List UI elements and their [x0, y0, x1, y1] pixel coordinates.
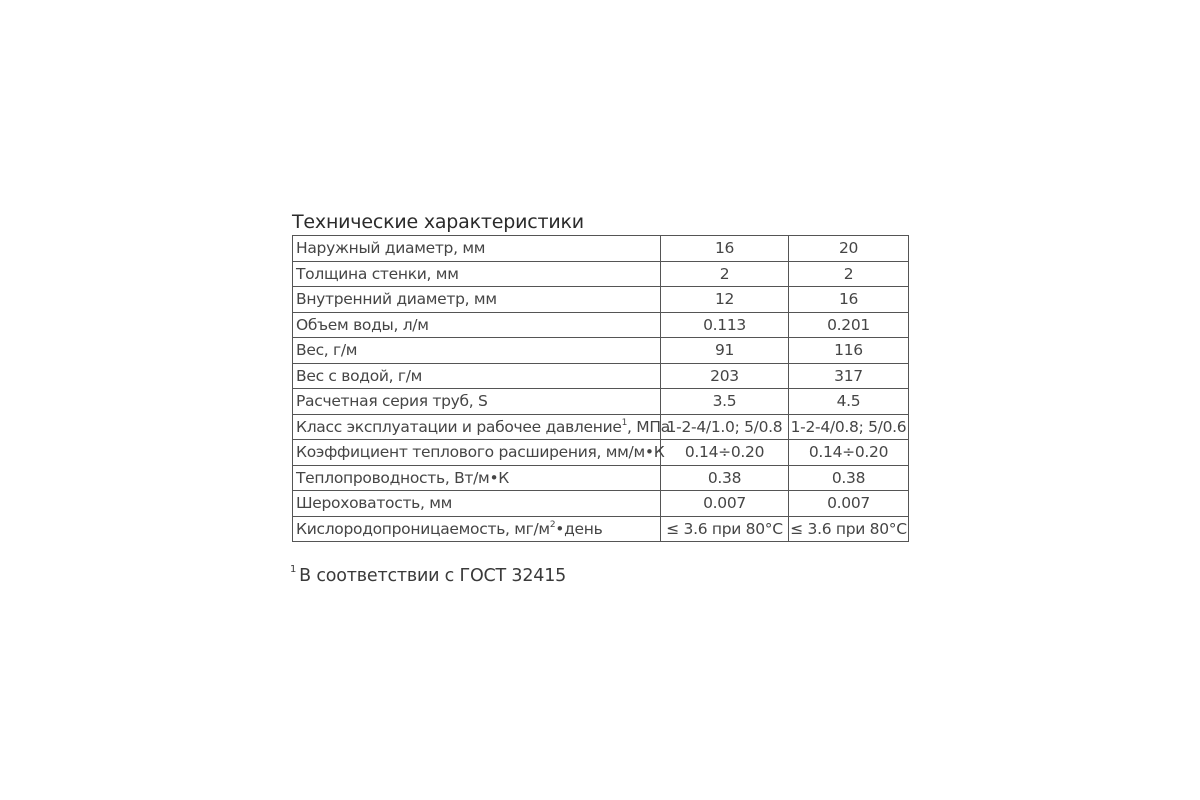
- value-cell-20: 20: [789, 236, 909, 262]
- value-cell-16: 16: [661, 236, 789, 262]
- value-cell-16: 0.14÷0.20: [661, 440, 789, 466]
- param-cell: [293, 338, 661, 364]
- param-label-suffix: , МПа: [627, 417, 670, 436]
- value-cell-16: 0.007: [661, 491, 789, 517]
- value-cell-20: 2: [789, 261, 909, 287]
- value-cell-16: 91: [661, 338, 789, 364]
- value-cell-16: 3.5: [661, 389, 789, 415]
- param-label: Расчетная серия труб, S: [296, 392, 488, 411]
- param-label: Теплопроводность, Вт/м•К: [296, 468, 510, 487]
- value-cell-16: 203: [661, 363, 789, 389]
- param-cell: [293, 261, 661, 287]
- value-cell-16: 12: [661, 287, 789, 313]
- param-label: Толщина стенки, мм: [296, 264, 459, 283]
- table-row: [293, 312, 909, 338]
- param-cell: [293, 287, 661, 313]
- table-row: [293, 389, 909, 415]
- value-cell-20: 16: [789, 287, 909, 313]
- table-row: [293, 261, 909, 287]
- value-cell-16: 0.113: [661, 312, 789, 338]
- footnote-text: В соответствии с ГОСТ 32415: [299, 566, 567, 586]
- param-label-suffix: •день: [555, 519, 603, 538]
- param-cell: [293, 389, 661, 415]
- param-label: Внутренний диаметр, мм: [296, 290, 497, 309]
- param-cell: [293, 312, 661, 338]
- table-row: [293, 414, 909, 440]
- param-label: Вес, г/м: [296, 341, 358, 360]
- param-cell: [293, 440, 665, 466]
- value-cell-20: 0.007: [789, 491, 909, 517]
- superscript-2: 2: [549, 519, 556, 530]
- table-row: [293, 287, 909, 313]
- param-cell: [293, 491, 661, 517]
- spec-table-body: [293, 236, 909, 542]
- value-cell-20: 0.38: [789, 465, 909, 491]
- value-cell-20: 116: [789, 338, 909, 364]
- value-cell-20: 1-2-4/0.8; 5/0.6: [789, 414, 909, 440]
- spec-table: [292, 235, 909, 542]
- param-cell: [293, 414, 670, 440]
- value-cell-16: 0.38: [661, 465, 789, 491]
- footnote: [290, 566, 566, 586]
- param-label: Коэффициент теплового расширения, мм/м•К: [296, 443, 665, 462]
- param-label: Класс эксплуатации и рабочее давление: [296, 417, 622, 436]
- footnote-marker: 1: [621, 417, 628, 428]
- param-label: Шероховатость, мм: [296, 494, 453, 513]
- param-cell: [293, 236, 661, 262]
- value-cell-16: 1-2-4/1.0; 5/0.8: [661, 414, 789, 440]
- value-cell-20: ≤ 3.6 при 80°C: [789, 516, 909, 542]
- value-cell-20: 0.14÷0.20: [789, 440, 909, 466]
- param-label: Вес с водой, г/м: [296, 366, 423, 385]
- param-cell: [293, 465, 661, 491]
- value-cell-16: 2: [661, 261, 789, 287]
- value-cell-16: ≤ 3.6 при 80°C: [661, 516, 789, 542]
- table-row: [293, 440, 909, 466]
- table-row: [293, 236, 909, 262]
- param-label: Наружный диаметр, мм: [296, 239, 486, 258]
- table-row: [293, 491, 909, 517]
- table-row: [293, 363, 909, 389]
- footnote-mark: 1: [290, 564, 297, 576]
- param-cell: [293, 363, 661, 389]
- param-label: Кислородопроницаемость, мг/м: [296, 519, 550, 538]
- spec-title: Технические характеристики: [292, 211, 584, 233]
- value-cell-20: 317: [789, 363, 909, 389]
- table-row: [293, 465, 909, 491]
- table-row: [293, 338, 909, 364]
- param-cell: [293, 516, 661, 542]
- table-row: [293, 516, 909, 542]
- param-label: Объем воды, л/м: [296, 315, 429, 334]
- value-cell-20: 4.5: [789, 389, 909, 415]
- value-cell-20: 0.201: [789, 312, 909, 338]
